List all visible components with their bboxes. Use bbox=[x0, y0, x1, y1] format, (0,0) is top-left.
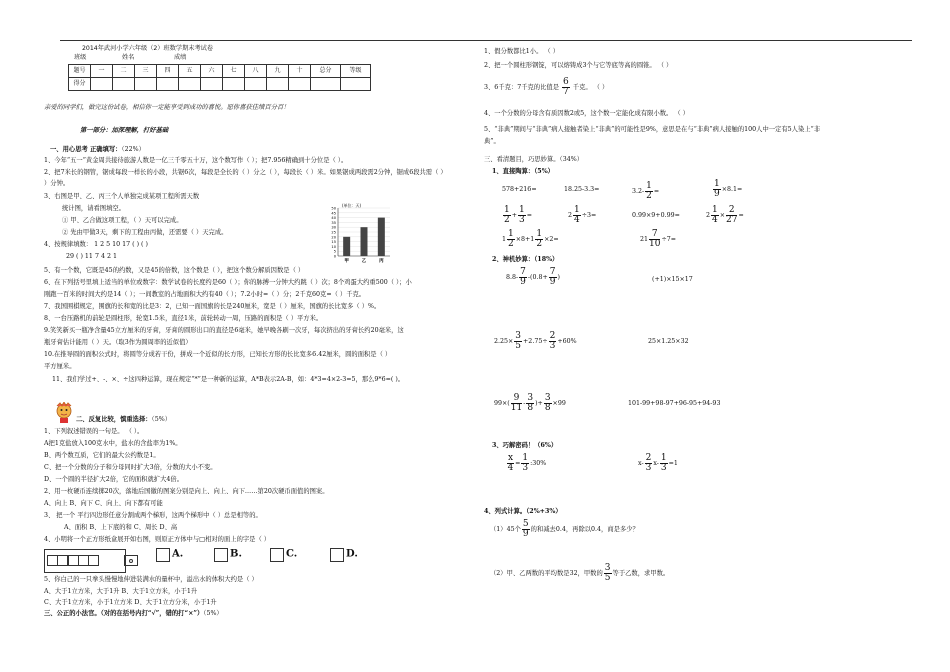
mascot-icon bbox=[54, 402, 74, 424]
x-tick-label: 甲 bbox=[344, 259, 349, 264]
fraction: $\frac{2}{3}$ bbox=[549, 331, 556, 351]
dice-icon bbox=[156, 548, 170, 562]
table-cell: 得分 bbox=[69, 78, 91, 91]
fraction: $\frac{6}{7}$ bbox=[563, 77, 569, 97]
intro-text: 亲爱的同学们，做完这份试卷，相信你一定能享受到成功的喜悦。愿你喜获佳绩百分百！ bbox=[44, 104, 290, 111]
score-input-cell[interactable] bbox=[157, 78, 179, 91]
fraction: $\frac{1}{2}$ bbox=[504, 205, 510, 225]
direct-calc-heading: 1、直接陶算：（5%） bbox=[492, 168, 554, 175]
net-strip bbox=[48, 555, 99, 566]
q2-3-options: A、面积 B、上下底的和 C、周长 D、高 bbox=[64, 524, 178, 531]
fraction: $\frac{3}{8}$ bbox=[527, 393, 534, 413]
fraction: $\frac{2}{27}$ bbox=[726, 205, 738, 225]
table-cell: 一 bbox=[91, 65, 113, 78]
q1-1: 1、今年“五一”黄金周共接待旅游人数是一亿三千零五十万，这个数写作（ ）；把7.956精确到十分位是（ ）。 bbox=[44, 157, 348, 164]
calc-item: (+1)×15×17 bbox=[652, 276, 693, 283]
fraction: $\frac{x}{4}$ bbox=[507, 453, 514, 473]
list-calc-q1 bbox=[490, 520, 639, 539]
q1-6b: 刚跑一百米的时间大约是14（ ）；一间教室的占地面积大约有40（ ）；7.2小时=（ ）分；2千克60克=（ ）千克。 bbox=[44, 291, 366, 298]
sec2-points: （5%） bbox=[151, 416, 171, 423]
x-tick-label: 乙 bbox=[361, 259, 367, 264]
list-calc-text: （2）甲、乙两数的平均数是32，甲数的 bbox=[490, 570, 603, 577]
sec3-heading bbox=[44, 610, 223, 618]
table-cell: 三 bbox=[135, 65, 157, 78]
q2-5: 5、你白己的一只拳头慢慢地伸进装满水的量杯中，溢出水的体积大约是（ ） bbox=[44, 576, 258, 583]
score-input-cell[interactable] bbox=[91, 78, 113, 91]
calc-item: 101-99+98-97+96-95+94-93 bbox=[628, 400, 721, 407]
q2-1: 1、下列叙述错误的一句是。 （ ）。 bbox=[44, 428, 144, 435]
y-tick-label: 10 bbox=[331, 244, 336, 249]
y-tick-label: 20 bbox=[331, 235, 336, 240]
q1-10a: 10.在推导圆的面积公式时，将圆等分成若干份，拼成一个近似的长方形，已知长方形的长比宽多6.42厘米，圆的面积是（ ） bbox=[44, 351, 392, 358]
sec3-title: 三、公正的小法官。（对的在括号内打“√”，错的打“×”） bbox=[44, 610, 204, 617]
list-calc-text: （1）45个 bbox=[490, 526, 521, 533]
field-score: 成绩 bbox=[174, 54, 187, 61]
calc-item: 3.2- $\frac{1}{2}$ = bbox=[632, 181, 660, 201]
fraction: $\frac{9}{11}$ bbox=[510, 393, 523, 413]
sec2-heading bbox=[76, 416, 171, 424]
calc-text: +2.75÷ bbox=[523, 338, 548, 345]
q2-2-options: A、向上 B、向下 C、向上、向下都有可能 bbox=[44, 500, 163, 507]
calc-text: +60% bbox=[557, 338, 577, 345]
q2-4-option-d[interactable] bbox=[330, 548, 358, 562]
list-calc-heading: 4、列式计算。（2%+3%） bbox=[484, 508, 562, 515]
fraction: $\frac{1}{9}$ bbox=[714, 179, 720, 199]
fraction: $\frac{1}{3}$ bbox=[660, 453, 667, 473]
fraction: $\frac{7}{9}$ bbox=[549, 267, 556, 287]
option-label: B. bbox=[230, 548, 242, 560]
fraction: $\frac{3}{5}$ bbox=[515, 331, 522, 351]
y-tick-label: 25 bbox=[331, 230, 336, 235]
table-cell: 四 bbox=[157, 65, 179, 78]
fraction: $\frac{1}{2}$ bbox=[536, 229, 543, 249]
fraction: $\frac{3}{8}$ bbox=[544, 393, 551, 413]
net-face bbox=[88, 555, 99, 566]
q1-10b: 平方厘米。 bbox=[44, 363, 76, 370]
calc-item: 25×1.25×32 bbox=[648, 338, 689, 345]
bar bbox=[361, 227, 368, 256]
q1-8: 8、一台压路机的前轮是圆柱形，轮宽1.5米，直径1米，前轮转动一周，压路的面积是（ ）平方米。 bbox=[44, 315, 323, 322]
dice-icon bbox=[330, 548, 344, 562]
calc-item: 21 $\frac{7}{10}$ ÷7= bbox=[640, 229, 677, 249]
table-cell: 八 bbox=[245, 65, 267, 78]
calc-text: ×99 bbox=[552, 400, 566, 407]
q1-11: 11、我们学过+、-、×、÷这四种运算，现在规定“*”是一种新的运算，A*B表示2A-B，如：4*3=4×2-3=5，那么9*6=( )。 bbox=[52, 376, 405, 383]
calc-item: 2 $\frac{1}{4}$ ÷3= bbox=[568, 205, 597, 225]
y-tick-label: 15 bbox=[331, 240, 336, 245]
q2-4-option-b[interactable] bbox=[214, 548, 242, 562]
y-tick-label: 0 bbox=[333, 254, 336, 259]
calc-text: 99×( bbox=[494, 400, 510, 407]
table-cell: 七 bbox=[223, 65, 245, 78]
q1-3d: ② 先由甲做3天，剩下的工程由丙做，还需要（ ）天完成。 bbox=[62, 229, 228, 236]
q1-9a: 9.笑笑新买一瓶净含量45立方厘米的牙膏，牙膏的圆形出口的直径是6毫米，她早晚各刷一次牙，每次挤出的牙膏长约20毫米，这 bbox=[44, 327, 404, 334]
calc-item bbox=[494, 332, 577, 351]
fraction: $\frac{1}{4}$ bbox=[712, 205, 718, 225]
score-input-cell[interactable] bbox=[113, 78, 135, 91]
equation-item: x- $\frac{2}{3}$ x- $\frac{1}{3}$ =1 bbox=[638, 453, 678, 473]
q2-1a: A把1克盐放入100克水中，盐水的含盐率为1%。 bbox=[44, 440, 182, 447]
calc-text: 3.2- bbox=[632, 188, 645, 195]
exam-title: 2014年武河小学六年级（2）班数学期末考试卷 bbox=[82, 45, 214, 52]
q1-9b: 瓶牙膏估计能用（ ）天。（取3作为圆周率的近似值） bbox=[44, 339, 192, 346]
sec1-heading bbox=[50, 146, 145, 154]
score-input-cell[interactable] bbox=[311, 78, 341, 91]
chart-title: (单位：天) bbox=[342, 203, 362, 208]
q1-3c: ① 甲、乙合做这项工程，（ ）天可以完成。 bbox=[62, 217, 183, 224]
score-input-cell[interactable] bbox=[341, 78, 371, 91]
judge-2: 2、把一个圆柱形钢锭，可以熔铸成3个与它等底等高的圆锥。 （ ） bbox=[484, 62, 673, 69]
q1-7: 7、我国围棋规定，围旗的长和宽的比是3：2，已知一面国旗的长是240厘米，宽是（ ）厘米，国旗的长比宽多（ ）%。 bbox=[44, 303, 381, 310]
q2-2: 2、用一枚硬币连续掷20次，落地后国徽的图案分别是向上、向上、向下……第20次硬币面值的图案。 bbox=[44, 488, 329, 495]
password-heading: 3、巧解密码！（6%） bbox=[492, 442, 558, 449]
left-column bbox=[44, 44, 464, 664]
option-label: A. bbox=[172, 548, 184, 560]
q2-4-option-a[interactable] bbox=[156, 548, 183, 562]
bar bbox=[343, 237, 350, 256]
q1-5: 5、有一个数，它既是45的约数，又是45的倍数，这个数是（ ），把这个数分解质因数是（ ） bbox=[44, 267, 305, 274]
q2-1b: B、两个数互质，它们的最大公约数是1。 bbox=[44, 452, 160, 459]
q1-4b: 29 ( ) 11 7 4 2 1 bbox=[66, 253, 117, 260]
q2-4-option-c[interactable] bbox=[270, 548, 297, 562]
fraction: $\frac{1}{2}$ bbox=[646, 181, 652, 201]
calc-item: 8.8- $\frac{7}{9}$ -(0.8+ $\frac{7}{9}$ ) bbox=[506, 267, 560, 287]
bar-chart bbox=[324, 198, 394, 266]
dice-icon bbox=[214, 548, 228, 562]
q2-1c: C、把一个分数的分子和分母同时扩大3倍，分数的大小不变。 bbox=[44, 464, 217, 471]
judge-3 bbox=[484, 78, 608, 97]
score-input-cell[interactable] bbox=[223, 78, 245, 91]
option-label: D. bbox=[346, 548, 358, 560]
dot-icon bbox=[129, 559, 133, 563]
calc-item: 1 $\frac{1}{2}$ ×8+1 $\frac{1}{2}$ ×2= bbox=[502, 229, 559, 249]
top-divider bbox=[60, 40, 912, 41]
calc-text: )+ bbox=[535, 400, 543, 407]
table-cell: 二 bbox=[113, 65, 135, 78]
q1-4a: 4、按规律填数： 1 2 5 10 17 ( ) ( ) bbox=[44, 241, 148, 248]
judge-4: 4、一个分数的分母含有质因数2或5，这个数一定能化成有限小数。 （ ） bbox=[484, 110, 689, 117]
equation-item: $\frac{x}{4}$ = $\frac{1}{3}$ :30% bbox=[507, 453, 547, 473]
judge-3-text: 3、6千克：7千克的比值是 bbox=[484, 84, 559, 91]
score-input-cell[interactable] bbox=[245, 78, 267, 91]
table-cell: 题号 bbox=[69, 65, 91, 78]
calc-text: - bbox=[523, 400, 526, 407]
fraction: $\frac{5}{9}$ bbox=[522, 519, 529, 539]
score-input-cell[interactable] bbox=[179, 78, 201, 91]
fraction: $\frac{3}{5}$ bbox=[604, 563, 611, 583]
field-name: 姓名 bbox=[122, 54, 135, 61]
table-cell: 九 bbox=[267, 65, 289, 78]
calc-item: 0.99×9+0.99= bbox=[632, 212, 680, 219]
table-cell: 十 bbox=[289, 65, 311, 78]
right-column bbox=[484, 44, 914, 664]
sec1-points: （22%） bbox=[121, 146, 145, 153]
q1-2b: ）分钟。 bbox=[44, 180, 70, 187]
q2-4: 4、小明将一个正方形纸盒展开如右图，则原正方体中与□相对的面上的字是（ ） bbox=[44, 536, 271, 543]
table-cell: 五 bbox=[179, 65, 201, 78]
list-calc-q2 bbox=[490, 564, 669, 583]
fraction: $\frac{1}{4}$ bbox=[574, 205, 580, 225]
score-input-cell[interactable] bbox=[289, 78, 311, 91]
net-face-dot bbox=[124, 555, 138, 566]
fraction: $\frac{7}{10}$ bbox=[649, 229, 661, 249]
judge-5a: 5、“非典”期间与“非典”病人接触者染上“非典”的可能性是9%，意思是在与“非典”病人接触的100人中一定有5人染上“非 bbox=[484, 126, 821, 133]
score-table bbox=[68, 64, 371, 91]
judge-3-text: 千克。 （ ） bbox=[572, 84, 609, 91]
fraction: $\frac{1}{3}$ bbox=[519, 205, 525, 225]
q2-3: 3、 把一个 平行四边形任意分割成两个梯形，这两个梯形中（ ）总是相等的。 bbox=[44, 512, 262, 519]
x-tick-label: 丙 bbox=[379, 259, 384, 264]
y-tick-label: 35 bbox=[331, 220, 336, 225]
table-cell: 总分 bbox=[311, 65, 341, 78]
list-calc-text: 的和减去0.4，再除以0.4，商是多少？ bbox=[530, 526, 639, 533]
judge-1: 1、假分数都比1小。 （ ） bbox=[484, 48, 559, 55]
q1-2a: 2、把7米长的钢管，锯成每段一样长的小段，共锯6次，每段是全长的（ ）分之（ ），每段长（ ）米。如果锯成两段需2分钟，锯成6段共需（ ） bbox=[44, 169, 447, 176]
score-input-cell[interactable] bbox=[267, 78, 289, 91]
clever-calc-heading: 2、神机妙算：（18%） bbox=[492, 256, 559, 263]
score-table-header-row bbox=[69, 65, 371, 78]
q1-3a: 3、右图是甲、乙、丙三个人单独完成某项工程所需天数 bbox=[44, 193, 200, 200]
q2-5-options-ab: A、大于1立方米，大于1升 B、大于1立方米，小于1升 bbox=[44, 588, 198, 595]
fraction: $\frac{7}{9}$ bbox=[520, 267, 526, 287]
calc-text: ×8.1= bbox=[721, 186, 743, 193]
fraction: $\frac{2}{3}$ bbox=[645, 453, 652, 473]
sec2-title: 二、反复比较，慎重选择： bbox=[76, 416, 152, 423]
score-input-cell[interactable] bbox=[135, 78, 157, 91]
score-input-cell[interactable] bbox=[201, 78, 223, 91]
list-calc-text: 等于乙数，求甲数。 bbox=[612, 570, 670, 577]
q2-5-options-cd: C、大于1立方米，小于1立方米 D、大于1立方分米，小于1升 bbox=[44, 599, 217, 606]
q2-1d: D、一个圆的半径扩大2倍，它的面积就扩大4倍。 bbox=[44, 476, 183, 483]
y-tick-label: 5 bbox=[333, 249, 336, 254]
judge-5b: 典”。 bbox=[484, 138, 500, 145]
y-tick-label: 50 bbox=[331, 206, 336, 211]
option-label: C. bbox=[286, 548, 298, 560]
dice-icon bbox=[270, 548, 284, 562]
calc-item: $\frac{1}{2}$ + $\frac{1}{3}$ = bbox=[504, 205, 533, 225]
calc-item bbox=[712, 180, 742, 199]
sec1-title: 一、用心思考 正确填写： bbox=[50, 146, 122, 153]
q1-3b: 统计图，请看图填空。 bbox=[62, 205, 125, 212]
fraction: $\frac{1}{3}$ bbox=[522, 453, 529, 473]
y-tick-label: 40 bbox=[331, 216, 336, 221]
calc-text: 2.25× bbox=[494, 338, 514, 345]
calc-section-heading: 三、看清题目，巧思妙算。（34%） bbox=[484, 156, 584, 163]
part1-heading: 第一部分：加深理解，打好基础 bbox=[80, 127, 169, 134]
score-table-score-row bbox=[69, 78, 371, 91]
table-cell: 等级 bbox=[341, 65, 371, 78]
sec3-points: （5%） bbox=[203, 610, 223, 617]
fraction: $\frac{1}{2}$ bbox=[508, 229, 514, 249]
calc-item: 2 $\frac{1}{4}$ × $\frac{2}{27}$ = bbox=[706, 205, 744, 225]
q1-6a: 6、在下列括号里填上适当的单位或数字：数学试卷的长度约是60（ ）；你的脉搏一分钟大约跳（ ）次；8个鸡蛋大约重500（ ）；小 bbox=[44, 279, 412, 286]
bar bbox=[378, 218, 385, 256]
field-class: 班级 bbox=[74, 54, 87, 61]
calc-item: 18.25-3.3= bbox=[564, 186, 600, 193]
y-tick-label: 30 bbox=[331, 225, 336, 230]
calc-item: 578+216= bbox=[502, 186, 537, 193]
table-cell: 六 bbox=[201, 65, 223, 78]
y-tick-label: 45 bbox=[331, 211, 336, 216]
calc-item bbox=[494, 394, 566, 413]
